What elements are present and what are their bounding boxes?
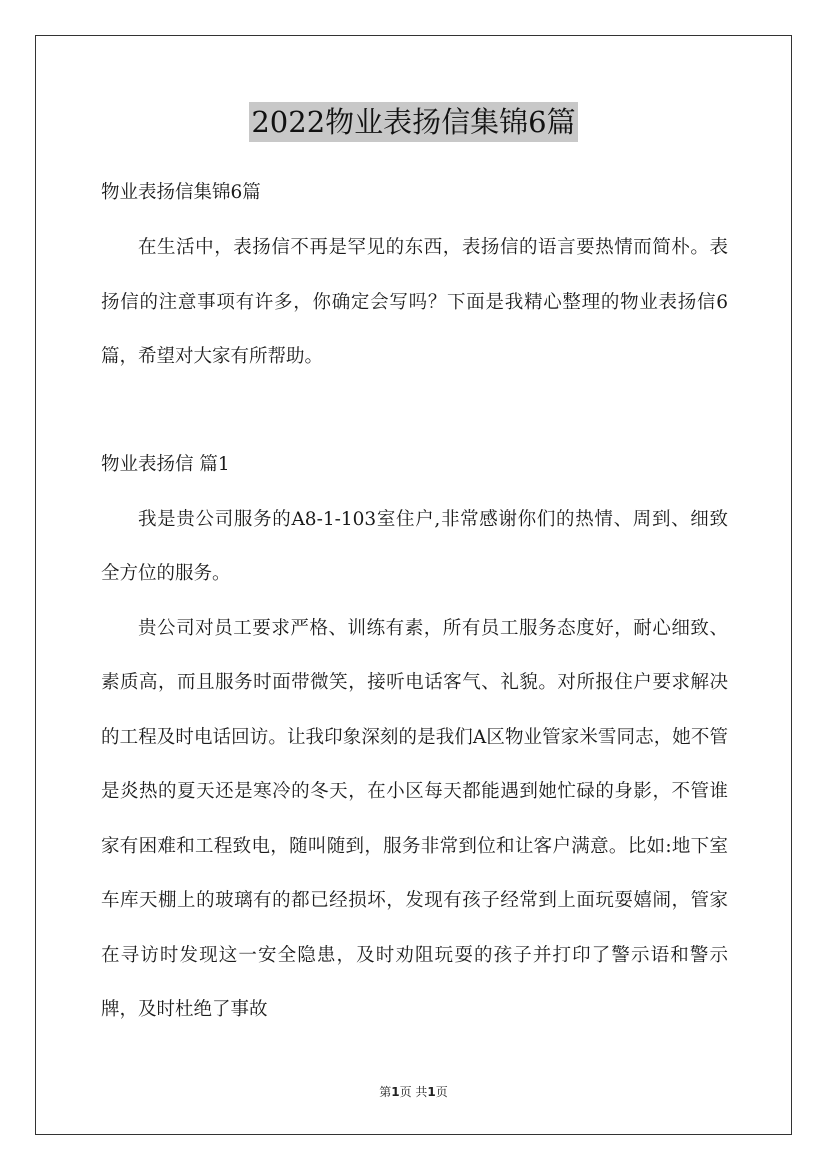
footer-total-pages: 1 [427, 1085, 436, 1099]
document-subtitle: 物业表扬信集锦6篇 [101, 182, 261, 203]
intro-paragraph: 在生活中，表扬信不再是罕见的东西，表扬信的语言要热情而简朴。表扬信的注意事项有许多，你确定会写吗？下面是我精心整理的物业表扬信6篇，希望对大家有所帮助。 [101, 237, 728, 367]
document-title: 2022物业表扬信集锦6篇 [249, 102, 577, 142]
footer-page-suffix: 页 [435, 1085, 448, 1099]
footer-page-number: 1 [391, 1085, 400, 1099]
footer-page-mid: 页 共 [399, 1085, 428, 1099]
section-heading: 物业表扬信 篇1 [101, 453, 230, 475]
title-container [0, 102, 827, 142]
body-paragraph-1: 我是贵公司服务的A8-1-103室住户,非常感谢你们的热情、周到、细致全方位的服务。 [101, 508, 728, 584]
body-paragraph-2: 贵公司对员工要求严格、训练有素，所有员工服务态度好，耐心细致、素质高，而且服务时面带微笑，接听电话客气、礼貌。对所报住户要求解决的工程及时电话回访。让我印象深刻的是我们A区物业管家米雪同志，她不管是炎热的夏天还是寒冷的冬天，在小区每天都能遇到她忙碌的身影，不管谁家有困难和工程致电，随叫随到，服务非常到位和让客户满意。比如:地下室车库天棚上的玻璃有的都已经损坏，发现有孩子经常到上面玩耍嬉闹，管家在寻访时发现这一安全隐患，及时劝阻玩耍的孩子并打印了警示语和警示牌，及时杜绝了事故 [101, 617, 728, 1020]
footer-page-prefix: 第 [379, 1085, 392, 1099]
section-spacer [101, 385, 728, 437]
page-footer [0, 1083, 827, 1100]
document-body [101, 165, 728, 1038]
